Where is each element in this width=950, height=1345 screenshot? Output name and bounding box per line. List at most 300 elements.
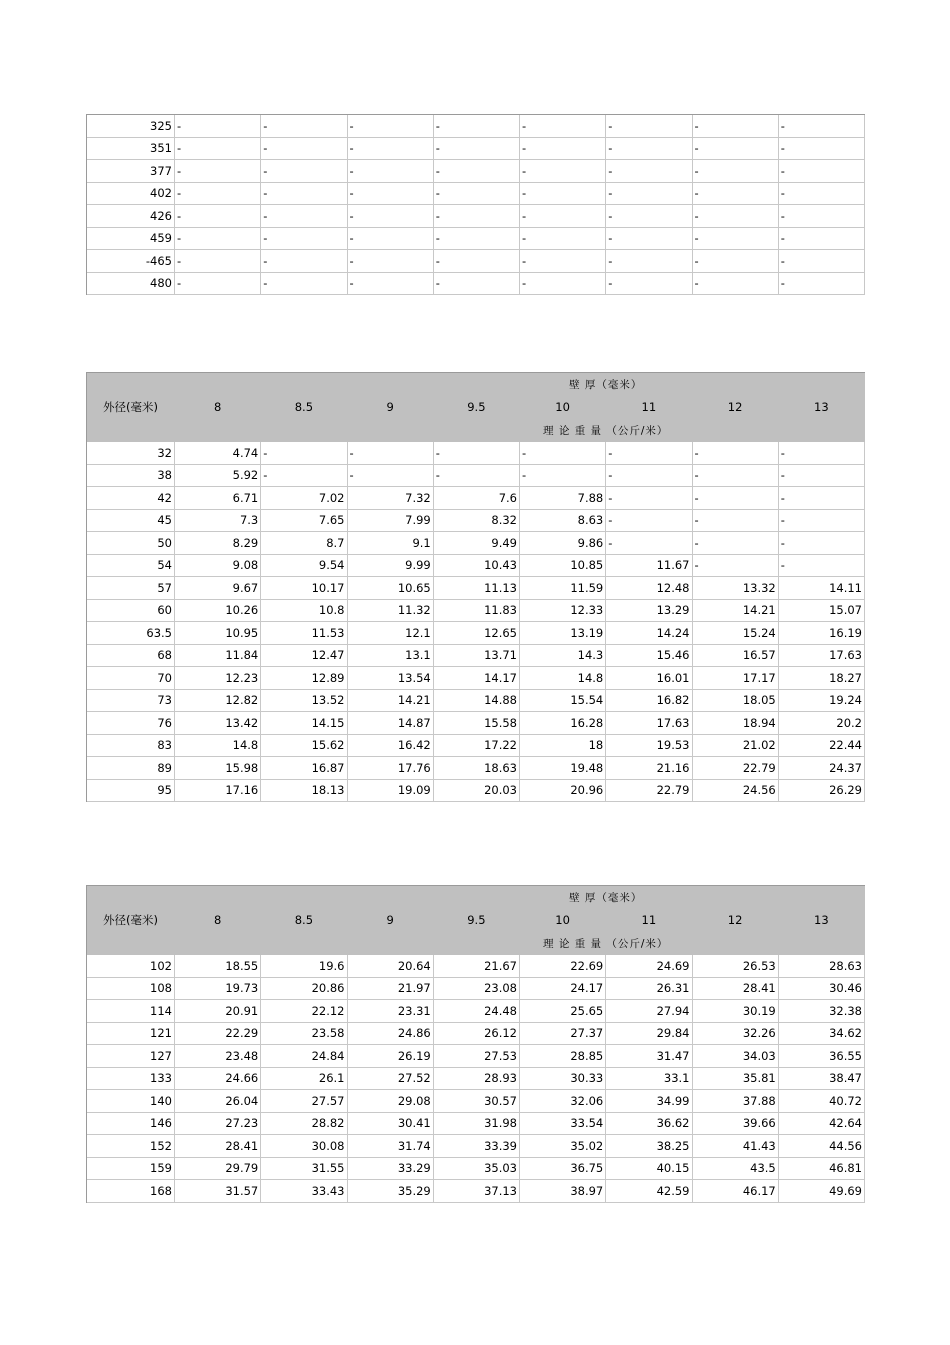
weight-cell: - — [606, 228, 692, 251]
table-row — [87, 138, 865, 161]
weight-cell: - — [693, 115, 779, 138]
table-row — [87, 160, 865, 183]
thickness-header: 9 — [348, 909, 434, 932]
table-row — [87, 205, 865, 228]
weight-cell: 17.17 — [693, 667, 779, 690]
weight-cell: 7.88 — [520, 487, 606, 510]
weight-cell: - — [779, 205, 865, 228]
weight-cell: - — [348, 205, 434, 228]
weight-cell: 33.1 — [606, 1068, 692, 1091]
weight-cell: 24.69 — [606, 955, 692, 978]
weight-cell: - — [779, 273, 865, 296]
outer-diameter-cell: 70 — [87, 667, 175, 690]
weight-cell: 31.47 — [606, 1045, 692, 1068]
weight-cell: 14.8 — [520, 667, 606, 690]
weight-cell: 14.88 — [434, 690, 520, 713]
weight-cell: - — [175, 250, 261, 273]
outer-diameter-cell: 76 — [87, 712, 175, 735]
weight-cell: 38.47 — [779, 1068, 865, 1091]
weight-cell: 28.85 — [520, 1045, 606, 1068]
weight-cell: 14.8 — [175, 735, 261, 758]
table-row — [87, 577, 865, 600]
weight-cell: 7.02 — [261, 487, 347, 510]
outer-diameter-cell: 325 — [87, 115, 175, 138]
outer-diameter-cell: 377 — [87, 160, 175, 183]
weight-cell: 15.58 — [434, 712, 520, 735]
weight-cell: - — [261, 205, 347, 228]
table-row — [87, 978, 865, 1001]
table-row — [87, 1180, 865, 1203]
table-row — [87, 1068, 865, 1091]
weight-cell: - — [434, 228, 520, 251]
weight-cell: 14.24 — [606, 622, 692, 645]
weight-cell: - — [606, 183, 692, 206]
weight-cell: 28.63 — [779, 955, 865, 978]
thickness-header: 8 — [175, 396, 261, 419]
weight-cell: 34.99 — [606, 1090, 692, 1113]
weight-cell: - — [261, 228, 347, 251]
weight-cell: 37.88 — [693, 1090, 779, 1113]
weight-cell: - — [606, 205, 692, 228]
weight-cell: - — [520, 205, 606, 228]
weight-cell: 16.87 — [261, 757, 347, 780]
outer-diameter-cell: 32 — [87, 442, 175, 465]
weight-cell: - — [693, 138, 779, 161]
weight-cell: 20.64 — [348, 955, 434, 978]
weight-cell: - — [693, 510, 779, 533]
weight-cell: 5.92 — [175, 465, 261, 488]
thickness-header: 12 — [693, 909, 779, 932]
weight-cell: - — [434, 160, 520, 183]
weight-cell: 9.1 — [348, 532, 434, 555]
weight-cell: 12.65 — [434, 622, 520, 645]
outer-diameter-cell: 63.5 — [87, 622, 175, 645]
weight-cell: 9.08 — [175, 555, 261, 578]
weight-cell: 14.15 — [261, 712, 347, 735]
weight-cell: 14.17 — [434, 667, 520, 690]
thickness-header: 8 — [175, 909, 261, 932]
wall-thickness-label: 壁 厚（毫米） — [520, 373, 693, 396]
table-row — [87, 442, 865, 465]
weight-cell: - — [779, 465, 865, 488]
weight-cell: 27.53 — [434, 1045, 520, 1068]
outer-diameter-cell: 140 — [87, 1090, 175, 1113]
weight-cell: - — [434, 250, 520, 273]
weight-cell: 11.32 — [348, 600, 434, 623]
weight-cell: 35.81 — [693, 1068, 779, 1091]
weight-cell: 31.98 — [434, 1113, 520, 1136]
weight-cell: 32.26 — [693, 1023, 779, 1046]
weight-cell: 24.56 — [693, 780, 779, 803]
weight-cell: 29.08 — [348, 1090, 434, 1113]
outer-diameter-cell: 108 — [87, 978, 175, 1001]
weight-cell: 31.55 — [261, 1158, 347, 1181]
thickness-header: 8.5 — [261, 909, 347, 932]
outer-diameter-cell: 45 — [87, 510, 175, 533]
table-row — [87, 622, 865, 645]
weight-cell: 16.19 — [779, 622, 865, 645]
weight-cell: - — [348, 160, 434, 183]
table-row — [87, 250, 865, 273]
weight-cell: 35.02 — [520, 1135, 606, 1158]
outer-diameter-cell: 68 — [87, 645, 175, 668]
table-body — [87, 115, 865, 295]
outer-diameter-cell: 146 — [87, 1113, 175, 1136]
weight-cell: 19.73 — [175, 978, 261, 1001]
weight-cell: - — [261, 160, 347, 183]
weight-cell: - — [606, 465, 692, 488]
weight-cell: - — [693, 160, 779, 183]
weight-cell: - — [348, 465, 434, 488]
weight-cell: - — [175, 273, 261, 296]
steel-pipe-weight-table-2 — [86, 885, 865, 1203]
table-row — [87, 757, 865, 780]
table-row — [87, 1000, 865, 1023]
weight-cell: - — [779, 487, 865, 510]
weight-cell: - — [520, 465, 606, 488]
weight-cell: 30.57 — [434, 1090, 520, 1113]
weight-cell: 30.19 — [693, 1000, 779, 1023]
weight-cell: 20.2 — [779, 712, 865, 735]
weight-cell: - — [175, 138, 261, 161]
weight-cell: 8.7 — [261, 532, 347, 555]
weight-cell: 22.44 — [779, 735, 865, 758]
weight-cell: 11.84 — [175, 645, 261, 668]
weight-cell: 17.16 — [175, 780, 261, 803]
weight-cell: 21.16 — [606, 757, 692, 780]
weight-cell: 7.6 — [434, 487, 520, 510]
table-row — [87, 645, 865, 668]
weight-cell: 31.74 — [348, 1135, 434, 1158]
theoretical-weight-label: 理 论 重 量 （公斤/米） — [520, 932, 693, 955]
weight-cell: 26.04 — [175, 1090, 261, 1113]
weight-cell: 26.19 — [348, 1045, 434, 1068]
outer-diameter-cell: 133 — [87, 1068, 175, 1091]
weight-cell: 27.94 — [606, 1000, 692, 1023]
weight-cell: 46.17 — [693, 1180, 779, 1203]
weight-cell: 40.72 — [779, 1090, 865, 1113]
weight-cell: 9.99 — [348, 555, 434, 578]
weight-cell: 13.52 — [261, 690, 347, 713]
weight-cell: 41.43 — [693, 1135, 779, 1158]
thickness-header: 11 — [606, 396, 692, 419]
weight-cell: 33.54 — [520, 1113, 606, 1136]
weight-cell: 20.03 — [434, 780, 520, 803]
outer-diameter-cell: 168 — [87, 1180, 175, 1203]
weight-cell: 18.05 — [693, 690, 779, 713]
outer-diameter-cell: 83 — [87, 735, 175, 758]
thickness-row — [87, 909, 865, 932]
weight-cell: 34.62 — [779, 1023, 865, 1046]
weight-cell: 35.29 — [348, 1180, 434, 1203]
thickness-row — [87, 396, 865, 419]
thickness-header: 11 — [606, 909, 692, 932]
weight-cell: 20.91 — [175, 1000, 261, 1023]
outer-diameter-cell: 121 — [87, 1023, 175, 1046]
weight-cell: 24.86 — [348, 1023, 434, 1046]
weight-cell: - — [434, 205, 520, 228]
weight-cell: 11.83 — [434, 600, 520, 623]
weight-cell: 14.21 — [693, 600, 779, 623]
weight-cell: - — [779, 532, 865, 555]
weight-cell: - — [779, 442, 865, 465]
weight-cell: 18.63 — [434, 757, 520, 780]
weight-cell: 24.66 — [175, 1068, 261, 1091]
weight-cell: - — [606, 487, 692, 510]
weight-cell: 11.53 — [261, 622, 347, 645]
weight-cell: 16.82 — [606, 690, 692, 713]
outer-diameter-cell: 152 — [87, 1135, 175, 1158]
weight-cell: - — [693, 465, 779, 488]
weight-cell: 24.17 — [520, 978, 606, 1001]
outer-diameter-cell: 57 — [87, 577, 175, 600]
weight-cell: 7.65 — [261, 510, 347, 533]
outer-diameter-cell: 50 — [87, 532, 175, 555]
weight-cell: 13.29 — [606, 600, 692, 623]
outer-diameter-cell: 480 — [87, 273, 175, 296]
weight-cell: 19.53 — [606, 735, 692, 758]
table-row — [87, 465, 865, 488]
weight-cell: 24.37 — [779, 757, 865, 780]
weight-cell: 13.32 — [693, 577, 779, 600]
outer-diameter-label: 外径(毫米) — [87, 396, 175, 419]
weight-cell: 10.95 — [175, 622, 261, 645]
table-row — [87, 780, 865, 803]
weight-cell: 12.89 — [261, 667, 347, 690]
outer-diameter-cell: 127 — [87, 1045, 175, 1068]
weight-cell: 17.76 — [348, 757, 434, 780]
weight-cell: 27.52 — [348, 1068, 434, 1091]
weight-cell: 28.93 — [434, 1068, 520, 1091]
weight-cell: - — [261, 115, 347, 138]
thickness-header: 9 — [348, 396, 434, 419]
weight-cell: - — [175, 228, 261, 251]
weight-cell: - — [779, 183, 865, 206]
weight-cell: 15.46 — [606, 645, 692, 668]
thickness-header: 12 — [693, 396, 779, 419]
outer-diameter-cell: 351 — [87, 138, 175, 161]
weight-cell: - — [520, 183, 606, 206]
weight-cell: 16.42 — [348, 735, 434, 758]
weight-cell: - — [261, 138, 347, 161]
weight-cell: 21.67 — [434, 955, 520, 978]
theoretical-weight-label: 理 论 重 量 （公斤/米） — [520, 419, 693, 442]
weight-cell: 23.48 — [175, 1045, 261, 1068]
weight-cell: 16.28 — [520, 712, 606, 735]
weight-cell: 7.3 — [175, 510, 261, 533]
weight-cell: - — [606, 532, 692, 555]
steel-pipe-table-continued — [86, 114, 865, 295]
weight-cell: 27.57 — [261, 1090, 347, 1113]
table-row — [87, 667, 865, 690]
weight-cell: 36.62 — [606, 1113, 692, 1136]
outer-diameter-cell: 54 — [87, 555, 175, 578]
weight-cell: 23.08 — [434, 978, 520, 1001]
weight-cell: 23.58 — [261, 1023, 347, 1046]
weight-cell: 9.49 — [434, 532, 520, 555]
weight-cell: 10.17 — [261, 577, 347, 600]
weight-cell: 46.81 — [779, 1158, 865, 1181]
weight-cell: 9.67 — [175, 577, 261, 600]
weight-cell: 12.82 — [175, 690, 261, 713]
table-row — [87, 690, 865, 713]
weight-cell: 32.38 — [779, 1000, 865, 1023]
weight-cell: 43.5 — [693, 1158, 779, 1181]
weight-cell: 14.3 — [520, 645, 606, 668]
weight-cell: 9.54 — [261, 555, 347, 578]
outer-diameter-cell: 426 — [87, 205, 175, 228]
weight-cell: - — [261, 250, 347, 273]
weight-cell: - — [348, 115, 434, 138]
weight-cell: 11.59 — [520, 577, 606, 600]
weight-cell: - — [693, 205, 779, 228]
table-body — [87, 955, 865, 1203]
weight-cell: 26.29 — [779, 780, 865, 803]
table-row — [87, 487, 865, 510]
weight-cell: 12.47 — [261, 645, 347, 668]
weight-cell: 26.31 — [606, 978, 692, 1001]
weight-cell: - — [606, 160, 692, 183]
outer-diameter-cell: 89 — [87, 757, 175, 780]
outer-diameter-label: 外径(毫米) — [87, 909, 175, 932]
weight-cell: 8.32 — [434, 510, 520, 533]
weight-cell: 35.03 — [434, 1158, 520, 1181]
weight-cell: - — [348, 228, 434, 251]
weight-cell: 33.43 — [261, 1180, 347, 1203]
table-row — [87, 1113, 865, 1136]
weight-cell: - — [606, 442, 692, 465]
weight-cell: - — [261, 183, 347, 206]
weight-cell: - — [175, 115, 261, 138]
weight-cell: 19.48 — [520, 757, 606, 780]
weight-cell: 10.43 — [434, 555, 520, 578]
weight-cell: 14.87 — [348, 712, 434, 735]
table-row — [87, 955, 865, 978]
weight-cell: 13.71 — [434, 645, 520, 668]
thickness-header: 13 — [779, 396, 865, 419]
weight-cell: - — [520, 138, 606, 161]
weight-cell: - — [606, 273, 692, 296]
weight-cell: 15.24 — [693, 622, 779, 645]
weight-cell: 20.86 — [261, 978, 347, 1001]
weight-cell: 36.55 — [779, 1045, 865, 1068]
thickness-header: 9.5 — [434, 396, 520, 419]
weight-cell: 18 — [520, 735, 606, 758]
weight-cell: - — [348, 138, 434, 161]
weight-cell: 23.31 — [348, 1000, 434, 1023]
weight-cell: 12.1 — [348, 622, 434, 645]
weight-cell: - — [434, 183, 520, 206]
table-row — [87, 600, 865, 623]
thickness-header: 10 — [520, 909, 606, 932]
weight-cell: - — [348, 442, 434, 465]
weight-cell: 32.06 — [520, 1090, 606, 1113]
thickness-header: 10 — [520, 396, 606, 419]
table-row — [87, 183, 865, 206]
weight-cell: - — [693, 487, 779, 510]
outer-diameter-cell: 95 — [87, 780, 175, 803]
weight-cell: 10.65 — [348, 577, 434, 600]
weight-cell: - — [434, 273, 520, 296]
weight-cell: - — [606, 510, 692, 533]
weight-cell: 13.54 — [348, 667, 434, 690]
weight-cell: 28.41 — [175, 1135, 261, 1158]
outer-diameter-cell: 159 — [87, 1158, 175, 1181]
weight-cell: - — [520, 115, 606, 138]
table-header — [87, 373, 865, 442]
thickness-header: 13 — [779, 909, 865, 932]
weight-cell: - — [261, 273, 347, 296]
weight-cell: 14.11 — [779, 577, 865, 600]
weight-cell: 6.71 — [175, 487, 261, 510]
weight-cell: 19.6 — [261, 955, 347, 978]
weight-cell: - — [520, 273, 606, 296]
table-row — [87, 1045, 865, 1068]
weight-cell: - — [261, 442, 347, 465]
weight-cell: 27.37 — [520, 1023, 606, 1046]
table-row — [87, 510, 865, 533]
weight-cell: 15.07 — [779, 600, 865, 623]
weight-cell: 16.57 — [693, 645, 779, 668]
weight-cell: 15.98 — [175, 757, 261, 780]
outer-diameter-cell: 459 — [87, 228, 175, 251]
weight-cell: 22.79 — [693, 757, 779, 780]
table-row — [87, 1023, 865, 1046]
weight-cell: 17.63 — [779, 645, 865, 668]
weight-cell: - — [434, 442, 520, 465]
weight-cell: 12.23 — [175, 667, 261, 690]
outer-diameter-cell: 38 — [87, 465, 175, 488]
weight-cell: 15.62 — [261, 735, 347, 758]
weight-cell: - — [779, 228, 865, 251]
weight-cell: - — [779, 250, 865, 273]
weight-cell: - — [348, 183, 434, 206]
weight-cell: - — [348, 250, 434, 273]
weight-cell: 11.13 — [434, 577, 520, 600]
weight-cell: - — [348, 273, 434, 296]
table-row — [87, 1090, 865, 1113]
table-row — [87, 1135, 865, 1158]
weight-cell: 26.53 — [693, 955, 779, 978]
weight-cell: - — [693, 273, 779, 296]
weight-cell: 11.67 — [606, 555, 692, 578]
weight-cell: - — [779, 138, 865, 161]
steel-pipe-weight-table-1 — [86, 372, 865, 802]
weight-cell: - — [779, 115, 865, 138]
weight-cell: 21.97 — [348, 978, 434, 1001]
weight-cell: - — [693, 442, 779, 465]
table-header — [87, 886, 865, 955]
weight-cell: - — [520, 442, 606, 465]
table-row — [87, 115, 865, 138]
weight-cell: 30.08 — [261, 1135, 347, 1158]
outer-diameter-cell: 73 — [87, 690, 175, 713]
weight-cell: 33.39 — [434, 1135, 520, 1158]
weight-cell: - — [434, 138, 520, 161]
weight-cell: 42.64 — [779, 1113, 865, 1136]
weight-cell: - — [693, 250, 779, 273]
weight-cell: 27.23 — [175, 1113, 261, 1136]
weight-cell: 30.41 — [348, 1113, 434, 1136]
table-row — [87, 1158, 865, 1181]
table-row — [87, 532, 865, 555]
thickness-header: 8.5 — [261, 396, 347, 419]
weight-cell: - — [175, 205, 261, 228]
weight-cell: 40.15 — [606, 1158, 692, 1181]
weight-cell: - — [520, 250, 606, 273]
weight-cell: 37.13 — [434, 1180, 520, 1203]
weight-cell: 42.59 — [606, 1180, 692, 1203]
